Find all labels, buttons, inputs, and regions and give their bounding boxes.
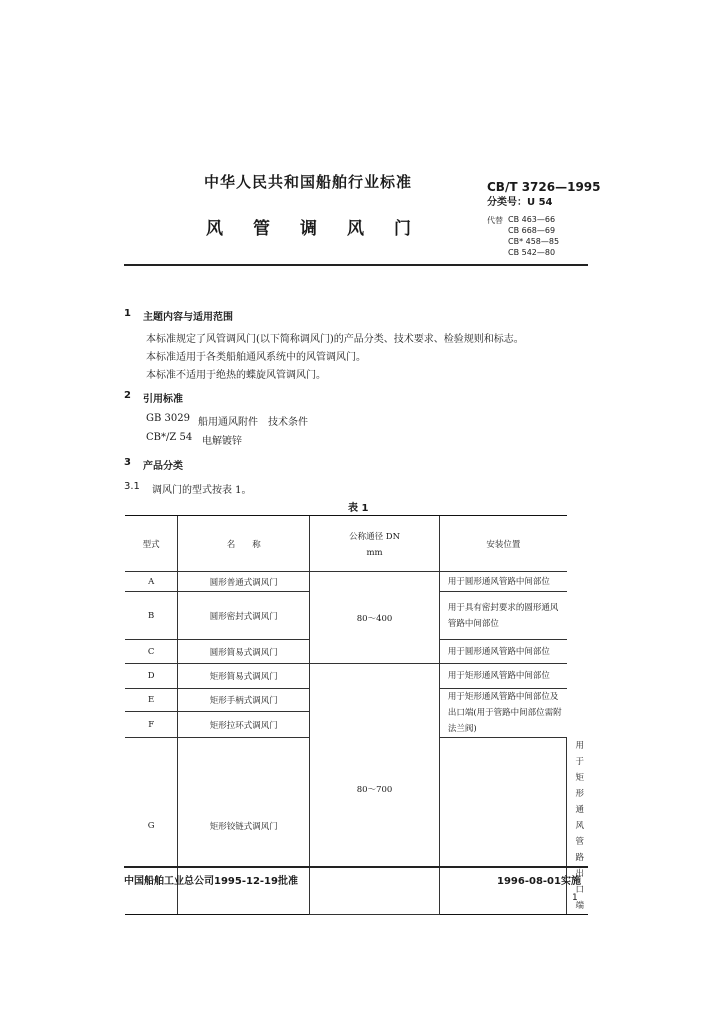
cell-type: A <box>125 572 178 592</box>
cell-name: 圆形密封式调风门 <box>178 592 310 640</box>
standard-code: CB/T 3726—1995 <box>487 180 601 194</box>
replaced-standard: CB* 458—85 <box>508 237 560 246</box>
replaces-block <box>487 215 503 226</box>
approval-info: 中国船舶工业总公司1995-12-19批准 <box>124 876 298 887</box>
cell-name: 矩形拉环式调风门 <box>178 712 310 738</box>
cell-dn: 80～400 <box>310 572 440 664</box>
header-rule <box>124 264 588 266</box>
cell-type: C <box>125 640 178 664</box>
section-2-title: 引用标准 <box>143 394 183 405</box>
footer-rule <box>124 866 588 868</box>
title-char: 风 <box>206 219 223 239</box>
cell-type: B <box>125 592 178 640</box>
cell-name: 矩形手柄式调风门 <box>178 689 310 712</box>
section-3-number: 3 <box>124 457 131 468</box>
col-header-dn <box>310 516 440 572</box>
table-row <box>125 572 588 592</box>
section-2-number: 2 <box>124 390 131 401</box>
title-char: 调 <box>300 219 317 239</box>
cell-install: 用于矩形通风管路中间部位及出口端(用于管路中间部位需附法兰阀) <box>439 689 567 738</box>
title-char: 风 <box>347 219 364 239</box>
reference-name: 船用通风附件 技术条件 <box>198 417 308 428</box>
section-3-title: 产品分类 <box>143 461 183 472</box>
reference-code: GB 3029 <box>146 413 190 424</box>
document-title <box>206 214 441 239</box>
subsection-number: 3.1 <box>124 481 140 492</box>
cell-name: 矩形铰链式调风门 <box>178 738 310 915</box>
cell-name: 圆形简易式调风门 <box>178 640 310 664</box>
col-header-name: 名 称 <box>178 516 310 572</box>
cell-install: 用于矩形通风管路中间部位 <box>439 664 567 689</box>
cell-install: 用于圆形通风管路中间部位 <box>439 572 567 592</box>
table-row <box>125 664 588 689</box>
reference-name: 电解镀锌 <box>202 436 242 447</box>
cell-type: E <box>125 689 178 712</box>
issuer-title: 中华人民共和国船舶行业标准 <box>204 173 413 191</box>
replaced-standard: CB 463—66 <box>508 215 556 224</box>
section-1-title: 主题内容与适用范围 <box>143 312 233 323</box>
title-char: 门 <box>394 219 411 239</box>
dn-header-unit: mm <box>366 547 383 558</box>
cell-install: 用于具有密封要求的圆形通风管路中间部位 <box>439 592 567 640</box>
section-1-number: 1 <box>124 308 131 319</box>
cell-install: 用于圆形通风管路中间部位 <box>439 640 567 664</box>
reference-code: CB*/Z 54 <box>146 432 193 443</box>
cell-type: F <box>125 712 178 738</box>
cell-name: 矩形简易式调风门 <box>178 664 310 689</box>
table-header-row <box>125 516 588 572</box>
replaces-label: 代替 <box>487 216 503 225</box>
cell-install: 用于矩形通风管路出口端 <box>567 738 588 915</box>
section-1-para: 本标准不适用于绝热的蝶旋风管调风门。 <box>146 370 326 381</box>
replaced-standard: CB 542—80 <box>508 248 556 257</box>
cell-dn <box>439 738 567 915</box>
dn-header-line: 公称通径 DN <box>349 531 401 542</box>
replaced-standard: CB 668—69 <box>508 226 556 235</box>
title-char: 管 <box>253 219 270 239</box>
section-1-para: 本标准规定了风管调风门(以下简称调风门)的产品分类、技术要求、检验规则和标志。 <box>146 334 524 345</box>
cell-name: 圆形普通式调风门 <box>178 572 310 592</box>
cell-type: G <box>125 738 178 915</box>
subsection-text: 调风门的型式按表 1。 <box>152 485 252 496</box>
section-1-para: 本标准适用于各类船舶通风系统中的风管调风门。 <box>146 352 366 363</box>
effective-date: 1996-08-01实施 <box>497 876 581 887</box>
cell-type: D <box>125 664 178 689</box>
table-caption: 表 1 <box>348 503 369 514</box>
cell-dn: 80～700 <box>310 664 440 915</box>
col-header-install: 安装位置 <box>439 516 567 572</box>
damper-type-table <box>125 515 588 915</box>
page-number: 1 <box>572 893 578 903</box>
col-header-type: 型式 <box>125 516 178 572</box>
classification-number: 分类号：U 54 <box>487 197 553 208</box>
